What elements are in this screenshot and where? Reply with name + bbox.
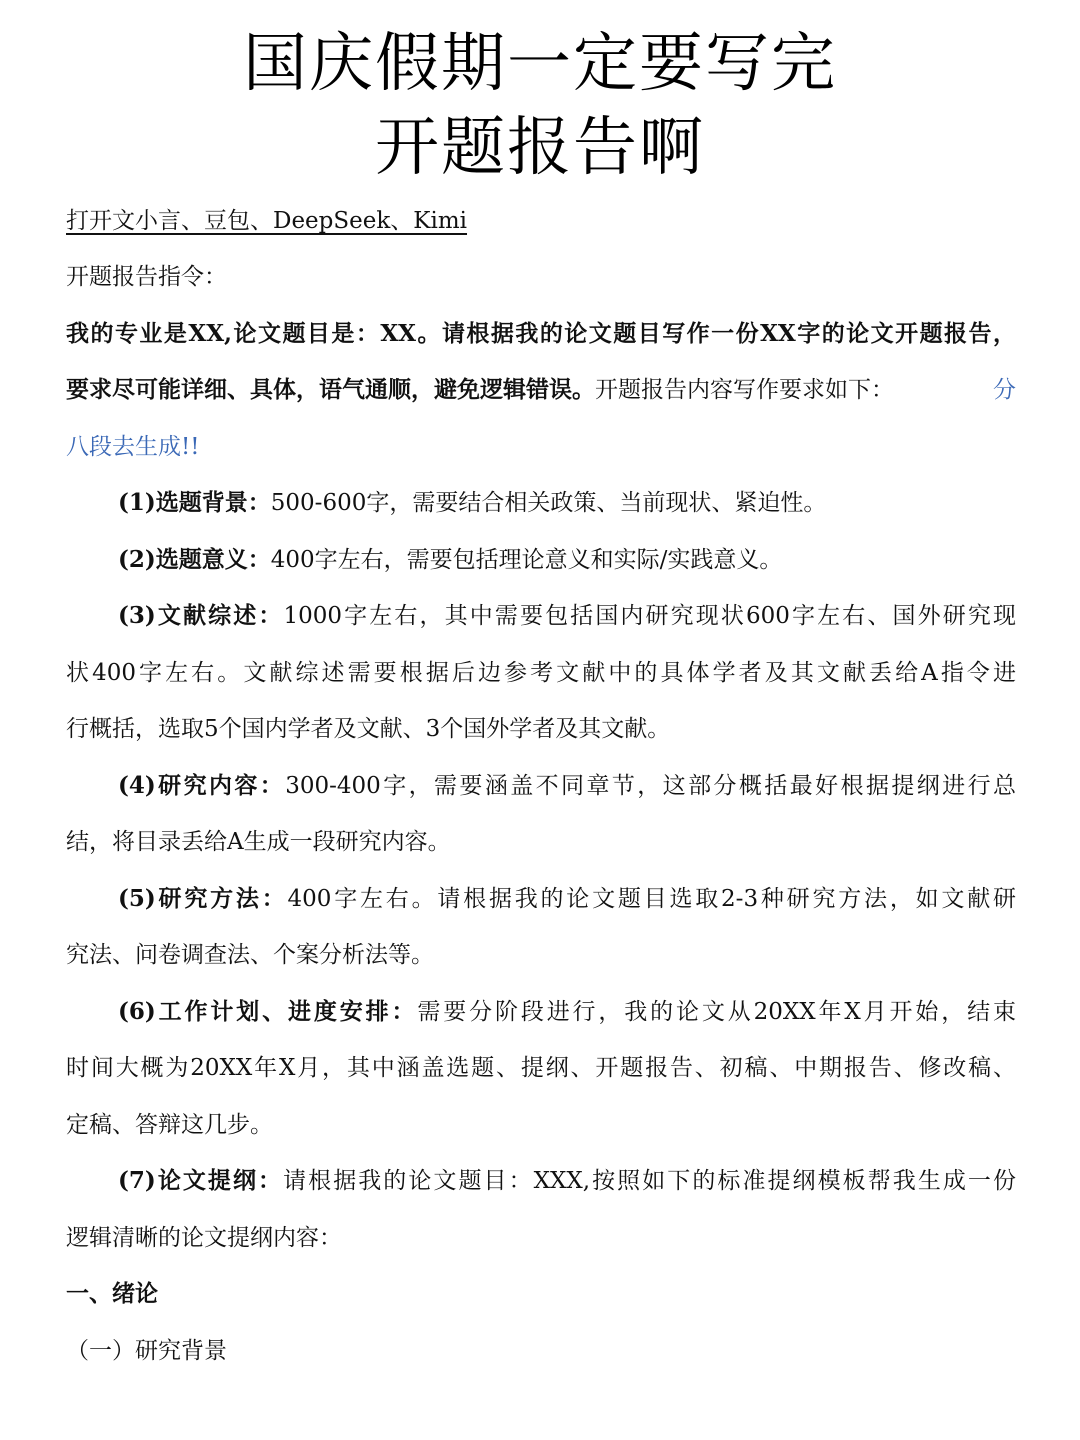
page-title-line-1: 国庆假期一定要写完 — [243, 27, 837, 101]
item-text: 300-400字，需要涵盖不同章节，这部分概括最好根据提纲进行总 — [285, 773, 1016, 799]
item-label: (7)论文提纲： — [118, 1167, 284, 1194]
item-7-continued: 逻辑清晰的论文提纲内容： — [66, 1225, 342, 1251]
item-text: 400字左右，需要包括理论意义和实际/实践意义。 — [270, 547, 783, 573]
item-4 — [118, 768, 1016, 804]
item-1 — [118, 485, 1016, 521]
item-6-continued: 时间大概为20XX年X月，其中涵盖选题、提纲、开题报告、初稿、中期报告、修改稿、 — [66, 1055, 1016, 1081]
outline-heading: 一、绪论 — [66, 1280, 158, 1307]
ai-tools-link[interactable]: 打开文小言、豆包、DeepSeek、Kimi — [66, 208, 468, 234]
item-5-continued: 究法、问卷调查法、个案分析法等。 — [66, 942, 434, 968]
item-label: (3)文献综述： — [118, 602, 284, 629]
item-text: 500-600字，需要结合相关政策、当前现状、紧迫性。 — [270, 490, 827, 516]
item-3-continued: 状400字左右。文献综述需要根据后边参考文献中的具体学者及其文献丢给A指令进 — [66, 660, 1016, 686]
instruction-requirements-bold: 要求尽可能详细、具体，语气通顺，避免逻辑错误。 — [66, 376, 595, 403]
item-text: 需要分阶段进行，我的论文从20XX年X月开始，结束 — [417, 999, 1016, 1025]
item-7 — [118, 1163, 1016, 1199]
instruction-highlight-start: 分 — [993, 377, 1016, 403]
item-4-continued: 结，将目录丢给A生成一段研究内容。 — [66, 829, 451, 855]
prompt-heading: 开题报告指令： — [66, 264, 227, 290]
instruction-highlight-end: 八段去生成!! — [66, 434, 200, 460]
item-label: (5)研究方法： — [118, 885, 288, 912]
item-2 — [118, 542, 1016, 578]
item-3-continued: 行概括，选取5个国内学者及文献、3个国外学者及其文献。 — [66, 716, 671, 742]
item-6-continued: 定稿、答辩这几步。 — [66, 1112, 273, 1138]
item-6 — [118, 994, 1016, 1030]
item-text: 400字左右。请根据我的论文题目选取2-3种研究方法，如文献研 — [287, 886, 1016, 912]
item-label: (1)选题背景： — [118, 489, 271, 516]
outline-subheading: （一）研究背景 — [66, 1338, 227, 1364]
instruction-line-1: 我的专业是XX,论文题目是：XX。请根据我的论文题目写作一份XX字的论文开题报告， — [66, 320, 1016, 347]
item-text: 请根据我的论文题目：XXX,按照如下的标准提纲模板帮我生成一份 — [283, 1168, 1016, 1194]
item-label: (2)选题意义： — [118, 546, 271, 573]
item-3 — [118, 598, 1016, 634]
item-label: (4)研究内容： — [118, 772, 286, 799]
instruction-line-2 — [66, 372, 1016, 408]
instruction-requirements-text: 开题报告内容写作要求如下： — [595, 377, 894, 403]
item-label: (6)工作计划、进度安排： — [118, 998, 418, 1025]
item-text: 1000字左右，其中需要包括国内研究现状600字左右、国外研究现 — [283, 603, 1016, 629]
page-title-line-2: 开题报告啊 — [375, 111, 705, 185]
item-5 — [118, 881, 1016, 917]
